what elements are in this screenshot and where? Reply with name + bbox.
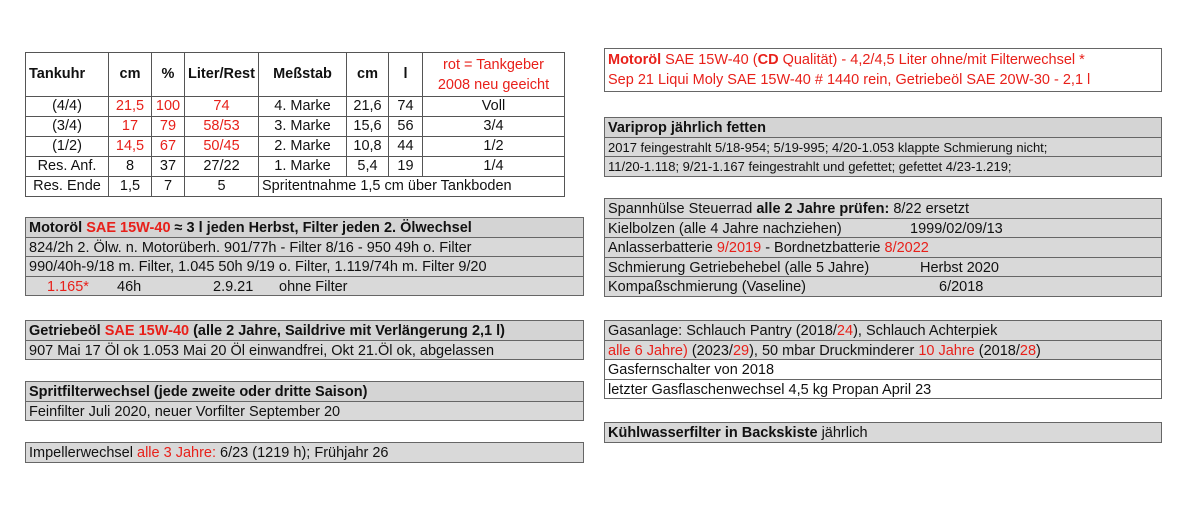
gasanlage-row3: Gasfernschalter von 2018 (604, 359, 1162, 380)
cell-cm2: 21,6 (347, 97, 389, 117)
cell-cm: 21,5 (109, 97, 152, 117)
col-l: l (389, 53, 423, 97)
gas-r2-interval2: 10 Jahre (918, 342, 975, 359)
table-row (26, 97, 565, 117)
kuehlwasser-label: Kühlwasserfilter in Backskiste (608, 425, 818, 441)
gas-r1-a: Gasanlage: Schlauch Pantry (2018/ (608, 323, 837, 339)
motoroel-title-sae: SAE 15W-40 (86, 220, 171, 236)
batterie-date1: 9/2019 (716, 240, 762, 257)
motoroel-line3 (25, 276, 584, 297)
cell-liter: 58/53 (185, 117, 259, 137)
table-row (26, 137, 565, 157)
gas-r2-c: (2018/ (974, 342, 1020, 359)
tank-note-line1: rot = Tankgeber (443, 56, 544, 73)
variprop-section (604, 118, 1162, 177)
motoroel-right-line2: Sep 21 Liqui Moly SAE 15W-40 # 1440 rein, Getriebeöl SAE 20W-30 - 2,1 l (608, 72, 1091, 88)
variprop-line2: 11/20-1.118; 9/21-1.167 feingestrahlt und gefettet; gefettet 4/23-1.219; (604, 156, 1162, 177)
cell-percent: 79 (152, 117, 185, 137)
impeller-b: 6/23 (1219 h); Frühjahr 26 (216, 445, 389, 461)
impeller-interval: alle 3 Jahre: (137, 445, 216, 461)
gas-r2-interval: alle 6 Jahre) (608, 342, 688, 359)
spannhuelse-b: 8/22 ersetzt (889, 201, 970, 217)
impeller-a: Impellerwechsel (29, 445, 137, 461)
cell-percent: 67 (152, 137, 185, 157)
getriebehebel-label: Schmierung Getriebehebel (alle 5 Jahre) (608, 259, 870, 276)
tank-table (25, 52, 565, 197)
motoroel-title (25, 217, 584, 238)
gasanlage-row1 (604, 320, 1162, 341)
wartung-section (604, 199, 1162, 297)
cell-messstab: 2. Marke (259, 137, 347, 157)
cell-cm2: 10,8 (347, 137, 389, 157)
batterie-date2: 8/2022 (884, 240, 929, 257)
cell-messstab: 4. Marke (259, 97, 347, 117)
kuehlwasser-interval: jährlich (817, 425, 868, 441)
cell-l: 44 (389, 137, 423, 157)
motoroel-title-b: ≈ 3 l jeden Herbst, Filter jeden 2. Ölwechsel (170, 220, 472, 236)
gas-r2-a: (2023/ (687, 342, 733, 359)
gas-r2-b: ), 50 mbar Druckminderer (749, 342, 919, 359)
cell-fill: Voll (423, 97, 565, 117)
cell-cm2: 15,6 (347, 117, 389, 137)
batterie-b: - Bordnetzbatterie (761, 240, 885, 257)
getriebehebel-row (604, 257, 1162, 278)
tank-table-header (26, 53, 565, 97)
motoroel-right-cd: CD (757, 52, 779, 68)
getriebeoel-line1: 907 Mai 17 Öl ok 1.053 Mai 20 Öl einwandfrei, Okt 21.Öl ok, abgelassen (25, 340, 584, 361)
motoroel-right-label: Motoröl (608, 52, 662, 68)
motoroel-date: 2.9.21 (213, 278, 254, 295)
variprop-line1: 2017 feingestrahlt 5/18-954; 5/19-995; 4/20-1.053 klappte Schmierung nicht; (604, 137, 1162, 158)
impeller-line (25, 442, 584, 463)
kielbolzen-dates: 1999/02/09/13 (910, 220, 1003, 237)
cell-fill: 3/4 (423, 117, 565, 137)
motoroel-line1: 824/2h 2. Ölw. n. Motorüberh. 901/77h - Filter 8/16 - 950 49h o. Filter (25, 237, 584, 258)
getriebeoel-title-b: (alle 2 Jahre, Saildrive mit Verlängerung 2,1 l) (189, 323, 505, 339)
spritfilter-line1: Feinfilter Juli 2020, neuer Vorfilter September 20 (25, 401, 584, 422)
table-row (26, 157, 565, 177)
gasanlage-row2 (604, 340, 1162, 361)
batterie-a: Anlasserbatterie (608, 240, 717, 257)
cell-l: 56 (389, 117, 423, 137)
cell-percent: 7 (152, 177, 185, 197)
spannhuelse-interval: alle 2 Jahre prüfen: (756, 201, 890, 217)
tank-note-line2: 2008 neu geeicht (437, 76, 550, 93)
motoroel-line2: 990/40h-9/18 m. Filter, 1.045 50h 9/19 o. Filter, 1.119/74h m. Filter 9/20 (25, 256, 584, 277)
cell-percent: 100 (152, 97, 185, 117)
motoroel-note: ohne Filter (279, 278, 348, 295)
kielbolzen-label: Kielbolzen (alle 4 Jahre nachziehen) (608, 220, 842, 237)
motoroel-hours: 46h (117, 278, 142, 295)
cell-liter: 27/22 (185, 157, 259, 177)
cell-tankuhr: (4/4) (26, 97, 109, 117)
motoroel-right-b: Qualität) - 4,2/4,5 Liter ohne/mit Filterwechsel * (778, 52, 1085, 68)
variprop-title: Variprop jährlich fetten (604, 117, 1162, 138)
gas-r1-b: ), Schlauch Achterpiek (853, 323, 998, 339)
getriebeoel-title-a: Getriebeöl (29, 323, 105, 339)
cell-percent: 37 (152, 157, 185, 177)
spannhuelse-row (604, 198, 1162, 219)
getriebehebel-date: Herbst 2020 (920, 259, 999, 276)
col-liter-rest: Liter/Rest (185, 53, 259, 97)
cell-tankuhr: (3/4) (26, 117, 109, 137)
cell-fill: 1/2 (423, 137, 565, 157)
cell-tankuhr: Res. Anf. (26, 157, 109, 177)
cell-cm: 1,5 (109, 177, 152, 197)
getriebeoel-title (25, 320, 584, 341)
gasanlage-section (604, 321, 1162, 399)
tank-note (423, 53, 565, 97)
cell-tankuhr: Res. Ende (26, 177, 109, 197)
cell-liter: 74 (185, 97, 259, 117)
motoroel-right-box (604, 48, 1162, 92)
cell-l: 19 (389, 157, 423, 177)
table-row (26, 177, 565, 197)
motoroel-section (25, 218, 584, 296)
cell-cm: 8 (109, 157, 152, 177)
batterie-row (604, 237, 1162, 258)
col-tankuhr: Tankuhr (26, 53, 109, 97)
col-percent: % (152, 53, 185, 97)
kompass-label: Kompaßschmierung (Vaseline) (608, 279, 806, 296)
motoroel-hours-red: 1.165* (47, 278, 89, 295)
motoroel-right-line1 (608, 50, 1158, 70)
cell-messstab: 1. Marke (259, 157, 347, 177)
cell-liter: 5 (185, 177, 259, 197)
spannhuelse-a: Spannhülse Steuerrad (608, 201, 757, 217)
cell-liter: 50/45 (185, 137, 259, 157)
gasanlage-row4: letzter Gasflaschenwechsel 4,5 kg Propan April 23 (604, 379, 1162, 400)
cell-cm: 17 (109, 117, 152, 137)
gas-r2-year2: 28 (1019, 342, 1037, 359)
motoroel-right-section (604, 48, 1162, 92)
cell-messstab: 3. Marke (259, 117, 347, 137)
motoroel-right-a: SAE 15W-40 ( (661, 52, 758, 68)
cell-cm2: 5,4 (347, 157, 389, 177)
cell-spritentnahme: Spritentnahme 1,5 cm über Tankboden (259, 177, 565, 197)
kielbolzen-row (604, 218, 1162, 239)
gas-r1-year: 24 (836, 323, 854, 339)
gas-r2-d: ) (1036, 342, 1041, 359)
kuehlwasser-section (604, 423, 1162, 443)
gas-r2-year: 29 (732, 342, 750, 359)
table-row (26, 117, 565, 137)
getriebeoel-title-sae: SAE 15W-40 (104, 323, 190, 339)
cell-l: 74 (389, 97, 423, 117)
kuehlwasser-row (604, 422, 1162, 443)
cell-cm: 14,5 (109, 137, 152, 157)
getriebeoel-section (25, 321, 584, 360)
cell-tankuhr: (1/2) (26, 137, 109, 157)
spritfilter-title: Spritfilterwechsel (jede zweite oder dritte Saison) (25, 381, 584, 402)
col-messstab: Meßstab (259, 53, 347, 97)
col-cm: cm (109, 53, 152, 97)
impeller-section (25, 443, 584, 463)
cell-fill: 1/4 (423, 157, 565, 177)
spritfilter-section (25, 382, 584, 421)
motoroel-title-a: Motoröl (29, 220, 87, 236)
kompass-row (604, 276, 1162, 297)
col-cm2: cm (347, 53, 389, 97)
kompass-date: 6/2018 (939, 279, 984, 296)
